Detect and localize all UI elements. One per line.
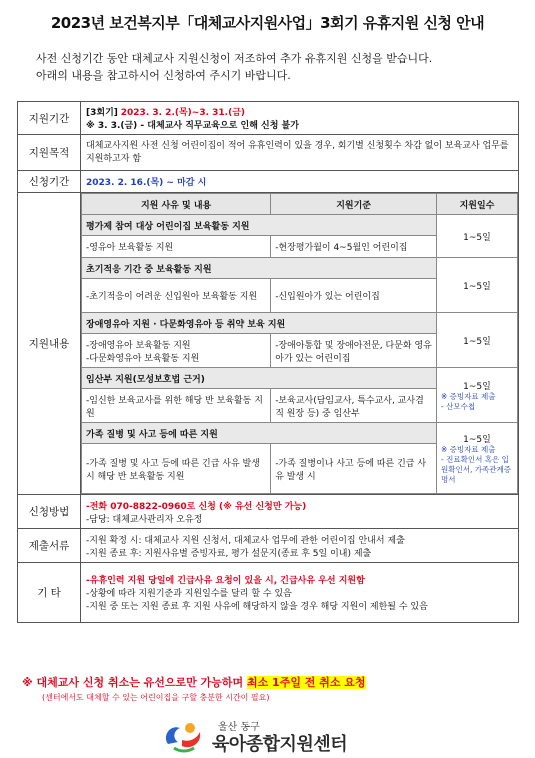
category-detail: -임신한 보육교사를 위한 해당 반 보육활동 지원 — [82, 389, 271, 423]
header-days: 지원일수 — [437, 194, 518, 215]
header-criteria: 지원기준 — [271, 194, 437, 215]
period-label: 지원기간 — [18, 102, 81, 135]
category-name: 초기적응 기간 중 보육활동 지원 — [82, 258, 437, 279]
category-days: 1~5일 — [437, 258, 518, 313]
cancel-warning: ※ 대체교사 신청 취소는 유선으로만 가능하며 최소 1주일 전 취소 요청 — [22, 676, 366, 689]
category-days: 1~5일 — [437, 313, 518, 368]
purpose-text: 대체교사지원 사전 신청 어린이집이 적어 유휴인력이 있을 경우, 회기별 신청횟수 차감 없이 보육교사 업무를 지원하고자 함 — [81, 135, 519, 171]
etc-line-1: -유휴인력 지원 당일에 긴급사유 요청이 있을 시, 긴급사유 우선 지원함 — [86, 576, 365, 586]
period-value — [81, 102, 519, 135]
support-content-table — [81, 193, 518, 494]
etc-line-3: -지원 중 또는 지원 종료 후 지원 사유에 해당하지 않을 경우 해당 지원이 제한될 수 있음 — [86, 602, 428, 612]
docs-line-1: -지원 확정 시: 대체교사 지원 신청서, 대체교사 업무에 관한 어린이집 안내서 제출 — [86, 535, 405, 546]
info-table — [17, 101, 519, 623]
category-detail: -영유아 보육활동 지원 — [82, 236, 271, 258]
category-criteria: -현장평가월이 4~5월인 어린이집 — [271, 236, 437, 258]
content-cell — [81, 193, 519, 495]
category-note: ※ 증빙자료 제출 - 산모수첩 — [441, 391, 496, 411]
category-detail: -가족 질병 및 사고 등에 따른 긴급 사유 발생 시 해당 반 보육활동 지원 — [82, 444, 271, 494]
apply-period-label: 신청기간 — [18, 171, 81, 193]
category-criteria: -장애아통합 및 장애아전문, 다문화 영유아가 있는 어린이집 — [271, 334, 437, 368]
category-days: 1~5일 ※ 증빙자료 제출 - 진료확인서 혹은 입원확인서, 가족관계증명서 — [437, 423, 518, 494]
content-label: 지원내용 — [18, 193, 81, 495]
docs-label: 제출서류 — [18, 529, 81, 563]
category-name: 임산부 지원(모성보호법 근거) — [82, 368, 437, 389]
docs-line-2: -지원 종료 후: 지원사유별 증빙자료, 평가 설문지(종료 후 5일 이내) 제출 — [86, 548, 372, 559]
category-note: ※ 증빙자료 제출 - 진료확인서 혹은 입원확인서, 가족관계증명서 — [441, 444, 511, 484]
category-criteria: -보육교사(담임교사, 특수교사, 교사겸직 원장 등) 중 임산부 — [271, 389, 437, 423]
category-days: 1~5일 ※ 증빙자료 제출 - 산모수첩 — [437, 368, 518, 423]
etc-label: 기 타 — [18, 563, 81, 623]
method-label: 신청방법 — [18, 495, 81, 529]
intro-line-2: 아래의 내용을 참고하시어 신청하여 주시기 바랍니다. — [36, 69, 291, 82]
period-note: ※ 3. 3.(금) - 대체교사 직무교육으로 인해 신청 불가 — [86, 121, 299, 131]
org-name: 육아종합지원센터 — [212, 734, 348, 755]
category-days: 1~5일 — [437, 215, 518, 258]
category-name: 가족 질병 및 사고 등에 따른 지원 — [82, 423, 437, 444]
etc-value — [81, 563, 519, 623]
org-region: 울산 동구 — [218, 722, 260, 733]
center-logo — [160, 718, 400, 754]
cancel-highlight: 최소 1주일 전 취소 요청 — [246, 676, 366, 689]
category-detail: -초기적응이 어려운 신입원아 보육활동 지원 — [82, 279, 271, 313]
intro-text — [36, 50, 516, 84]
etc-line-2: -상황에 따라 지원기준과 지원일수를 달리 할 수 있음 — [86, 589, 292, 599]
method-contact: -담당: 대체교사관리자 오유정 — [86, 514, 203, 525]
apply-period-value: 2023. 2. 16.(목) ~ 마감 시 — [81, 171, 519, 193]
period-dates: 2023. 3. 2.(목)~3. 31.(금) — [120, 108, 246, 118]
center-logo-icon — [160, 718, 210, 754]
category-name: 장애영유아 지원 · 다문화영유아 등 취약 보육 지원 — [82, 313, 437, 334]
method-value — [81, 495, 519, 529]
category-detail: -장애영유아 보육활동 지원 -다문화영유아 보육활동 지원 — [82, 334, 271, 368]
purpose-label: 지원목적 — [18, 135, 81, 171]
method-phone: -전화 070-8822-0960로 신청 (※ 유선 신청만 가능) — [86, 501, 307, 512]
cancel-subnote: (센터에서도 대체할 수 있는 어린이집을 구할 충분한 시간이 필요) — [42, 693, 270, 702]
category-criteria: -신입원아가 있는 어린이집 — [271, 279, 437, 313]
period-round: [3회기] — [86, 108, 118, 118]
intro-line-1: 사전 신청기간 동안 대체교사 지원신청이 저조하여 추가 유휴지원 신청을 받습니다. — [36, 52, 433, 65]
header-reason: 지원 사유 및 내용 — [82, 194, 271, 215]
category-criteria: -가족 질병이나 사고 등에 따른 긴급 사유 발생 시 — [271, 444, 437, 494]
page-title: 2023년 보건복지부「대체교사지원사업」3회기 유휴지원 신청 안내 — [50, 14, 485, 32]
docs-value — [81, 529, 519, 563]
category-name: 평가제 참여 대상 어린이집 보육활동 지원 — [82, 215, 437, 236]
